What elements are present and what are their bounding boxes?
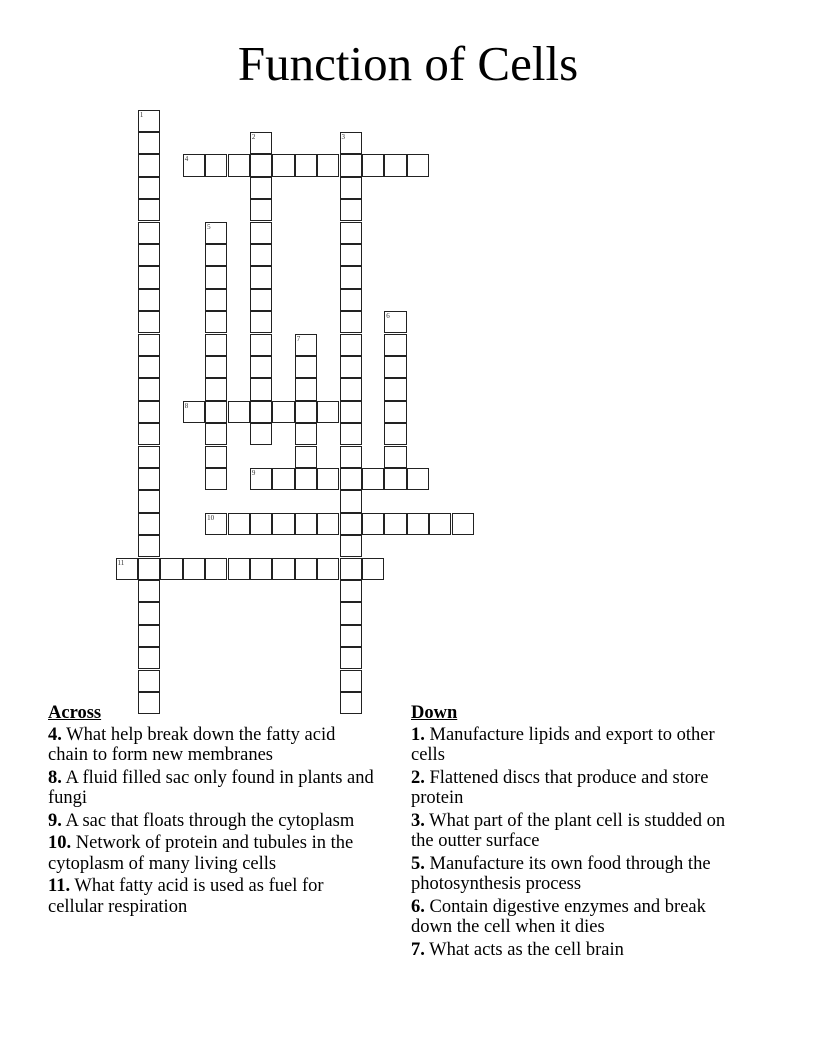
clue-down-2	[411, 768, 741, 809]
crossword-cell[interactable]	[362, 154, 384, 176]
crossword-cell[interactable]	[250, 177, 272, 199]
crossword-cell[interactable]	[317, 513, 339, 535]
crossword-cell[interactable]	[272, 513, 294, 535]
crossword-cell[interactable]	[138, 199, 160, 221]
crossword-cell[interactable]	[384, 468, 406, 490]
crossword-cell[interactable]	[272, 401, 294, 423]
cell-number: 9	[251, 468, 256, 477]
crossword-cell[interactable]	[340, 401, 362, 423]
crossword-cell[interactable]	[384, 378, 406, 400]
crossword-cell[interactable]	[384, 334, 406, 356]
clue-across-11	[48, 876, 378, 917]
cell-number: 11	[117, 558, 125, 567]
crossword-cell[interactable]	[205, 222, 227, 244]
clue-text: What help break down the fatty acid chain to form new membranes	[48, 724, 336, 765]
crossword-cell[interactable]	[138, 625, 160, 647]
crossword-cell[interactable]	[362, 558, 384, 580]
crossword-cell[interactable]	[384, 356, 406, 378]
crossword-cell[interactable]	[340, 334, 362, 356]
crossword-cell[interactable]	[295, 513, 317, 535]
crossword-cell[interactable]	[250, 199, 272, 221]
clue-text: Contain digestive enzymes and break down the cell when it dies	[411, 896, 706, 937]
clue-across-9	[48, 811, 378, 832]
crossword-cell[interactable]	[205, 423, 227, 445]
crossword-cell[interactable]	[340, 580, 362, 602]
clue-number: 3.	[411, 810, 425, 831]
crossword-cell[interactable]	[138, 535, 160, 557]
crossword-cell[interactable]	[138, 490, 160, 512]
crossword-cell[interactable]	[116, 558, 138, 580]
crossword-cell[interactable]	[340, 625, 362, 647]
crossword-cell[interactable]	[340, 154, 362, 176]
crossword-cell[interactable]	[138, 423, 160, 445]
crossword-cell[interactable]	[340, 670, 362, 692]
cell-number: 7	[296, 334, 301, 343]
crossword-cell[interactable]	[138, 468, 160, 490]
crossword-cell[interactable]	[340, 244, 362, 266]
crossword-cell[interactable]	[452, 513, 474, 535]
crossword-cell[interactable]	[138, 266, 160, 288]
crossword-cell[interactable]	[340, 356, 362, 378]
across-heading: Across	[48, 703, 102, 723]
crossword-cell[interactable]	[138, 244, 160, 266]
down-heading: Down	[411, 703, 458, 723]
cell-number: 3	[341, 132, 345, 141]
clue-number: 5.	[411, 853, 425, 874]
crossword-cell[interactable]	[250, 423, 272, 445]
clue-number: 10.	[48, 833, 72, 853]
crossword-cell[interactable]	[138, 222, 160, 244]
cell-number: 8	[184, 401, 189, 410]
crossword-cell[interactable]	[295, 423, 317, 445]
crossword-cell[interactable]	[340, 535, 362, 557]
crossword-cell[interactable]	[138, 513, 160, 535]
crossword-cell[interactable]	[228, 513, 250, 535]
crossword-cell[interactable]	[250, 154, 272, 176]
crossword-cell[interactable]	[340, 289, 362, 311]
cell-number: 5	[207, 222, 211, 231]
crossword-cell[interactable]	[384, 311, 406, 333]
clue-down-3	[411, 811, 741, 852]
crossword-cell[interactable]	[250, 244, 272, 266]
crossword-cell[interactable]	[295, 356, 317, 378]
crossword-cell[interactable]	[138, 401, 160, 423]
crossword-cell[interactable]	[340, 266, 362, 288]
crossword-cell[interactable]	[250, 334, 272, 356]
crossword-cell[interactable]	[205, 558, 227, 580]
crossword-cell[interactable]	[250, 513, 272, 535]
crossword-cell[interactable]	[250, 356, 272, 378]
crossword-cell[interactable]	[250, 468, 272, 490]
crossword-cell[interactable]	[340, 222, 362, 244]
crossword-cell[interactable]	[429, 513, 451, 535]
crossword-cell[interactable]	[205, 356, 227, 378]
crossword-cell[interactable]	[138, 446, 160, 468]
crossword-cell[interactable]	[205, 311, 227, 333]
crossword-cell[interactable]	[228, 154, 250, 176]
clue-down-1	[411, 725, 741, 766]
crossword-cell[interactable]	[295, 378, 317, 400]
clue-text: Manufacture its own food through the photosynthesis process	[411, 853, 711, 894]
crossword-cell[interactable]	[362, 468, 384, 490]
crossword-cell[interactable]	[340, 602, 362, 624]
crossword-cell[interactable]	[295, 401, 317, 423]
cell-number: 2	[251, 132, 256, 141]
clue-down-6	[411, 897, 741, 938]
crossword-cell[interactable]	[228, 558, 250, 580]
crossword-cell[interactable]	[138, 580, 160, 602]
crossword-cell[interactable]	[250, 378, 272, 400]
crossword-cell[interactable]	[295, 558, 317, 580]
crossword-cell[interactable]	[295, 446, 317, 468]
crossword-cell[interactable]	[205, 446, 227, 468]
crossword-cell[interactable]	[138, 311, 160, 333]
crossword-cell[interactable]	[138, 177, 160, 199]
crossword-cell[interactable]	[160, 558, 182, 580]
cell-number: 4	[184, 155, 189, 164]
crossword-cell[interactable]	[340, 311, 362, 333]
crossword-cell[interactable]	[340, 468, 362, 490]
crossword-cell[interactable]	[250, 266, 272, 288]
down-clues	[411, 703, 741, 962]
crossword-cell[interactable]	[340, 423, 362, 445]
crossword-cell[interactable]	[317, 558, 339, 580]
crossword-cell[interactable]	[138, 110, 160, 132]
crossword-cell[interactable]	[272, 154, 294, 176]
cell-number: 1	[139, 110, 144, 119]
crossword-cell[interactable]	[138, 154, 160, 176]
clue-text: Flattened discs that produce and store protein	[411, 767, 709, 808]
crossword-cell[interactable]	[205, 244, 227, 266]
clue-down-5	[411, 854, 741, 895]
crossword-cell[interactable]	[384, 401, 406, 423]
clue-text: What fatty acid is used as fuel for cellular respiration	[48, 876, 324, 917]
clue-across-8	[48, 768, 378, 809]
crossword-cell[interactable]	[183, 558, 205, 580]
page-title: Function of Cells	[237, 36, 579, 91]
cell-number: 10	[207, 513, 215, 522]
crossword-cell[interactable]	[295, 334, 317, 356]
clue-text: A sac that floats through the cytoplasm	[65, 810, 355, 831]
crossword-cell[interactable]	[250, 311, 272, 333]
crossword-cell[interactable]	[340, 378, 362, 400]
crossword-cell[interactable]	[384, 154, 406, 176]
crossword-cell[interactable]	[138, 334, 160, 356]
clue-text: What part of the plant cell is studded on the outter surface	[411, 810, 726, 851]
crossword-cell[interactable]	[250, 289, 272, 311]
crossword-cell[interactable]	[340, 177, 362, 199]
clue-down-7	[411, 940, 741, 961]
crossword-cell[interactable]	[205, 154, 227, 176]
crossword-cell[interactable]	[340, 647, 362, 669]
crossword-cell[interactable]	[407, 154, 429, 176]
crossword-cell[interactable]	[205, 266, 227, 288]
crossword-cell[interactable]	[384, 423, 406, 445]
clue-text: Network of protein and tubules in the cytoplasm of many living cells	[48, 833, 354, 874]
crossword-cell[interactable]	[138, 378, 160, 400]
crossword-cell[interactable]	[384, 446, 406, 468]
crossword-cell[interactable]	[138, 356, 160, 378]
crossword-cell[interactable]	[205, 513, 227, 535]
clue-text: A fluid filled sac only found in plants and fungi	[48, 767, 374, 808]
crossword-cell[interactable]	[183, 401, 205, 423]
crossword-cell[interactable]	[228, 401, 250, 423]
crossword-cell[interactable]	[340, 199, 362, 221]
crossword-cell[interactable]	[384, 513, 406, 535]
clue-number: 6.	[411, 896, 425, 917]
crossword-cell[interactable]	[340, 132, 362, 154]
crossword-cell[interactable]	[138, 289, 160, 311]
crossword-cell[interactable]	[362, 513, 384, 535]
clue-number: 9.	[48, 810, 62, 831]
clue-number: 8.	[48, 767, 62, 788]
crossword-cell[interactable]	[138, 670, 160, 692]
crossword-cell[interactable]	[205, 334, 227, 356]
clue-text: What acts as the cell brain	[429, 939, 624, 960]
crossword-cell[interactable]	[138, 602, 160, 624]
clue-number: 1.	[411, 724, 425, 745]
crossword-cell[interactable]	[138, 647, 160, 669]
crossword-cell[interactable]	[340, 446, 362, 468]
clue-number: 11.	[48, 876, 71, 896]
crossword-cell[interactable]	[272, 468, 294, 490]
clue-number: 7.	[411, 939, 425, 960]
crossword-cell[interactable]	[138, 558, 160, 580]
crossword-cell[interactable]	[183, 154, 205, 176]
crossword-cell[interactable]	[205, 401, 227, 423]
crossword-cell[interactable]	[317, 401, 339, 423]
crossword-cell[interactable]	[272, 558, 294, 580]
crossword-cell[interactable]	[205, 289, 227, 311]
crossword-cell[interactable]	[340, 558, 362, 580]
crossword-cell[interactable]	[250, 132, 272, 154]
clue-text: Manufacture lipids and export to other cells	[411, 724, 715, 765]
clue-across-10	[48, 833, 378, 874]
crossword-cell[interactable]	[205, 378, 227, 400]
crossword-cell[interactable]	[340, 513, 362, 535]
clue-across-4	[48, 725, 378, 766]
crossword-cell[interactable]	[317, 468, 339, 490]
crossword-cell[interactable]	[317, 154, 339, 176]
clue-number: 2.	[411, 767, 425, 788]
clue-number: 4.	[48, 724, 62, 745]
crossword-cell[interactable]	[250, 558, 272, 580]
crossword-cell[interactable]	[407, 513, 429, 535]
crossword-cell[interactable]	[250, 401, 272, 423]
across-clues	[48, 703, 378, 919]
crossword-cell[interactable]	[250, 222, 272, 244]
crossword-cell[interactable]	[138, 132, 160, 154]
crossword-cell[interactable]	[295, 154, 317, 176]
crossword-cell[interactable]	[295, 468, 317, 490]
crossword-cell[interactable]	[340, 490, 362, 512]
cell-number: 6	[386, 312, 390, 321]
crossword-cell[interactable]	[407, 468, 429, 490]
crossword-cell[interactable]	[205, 468, 227, 490]
